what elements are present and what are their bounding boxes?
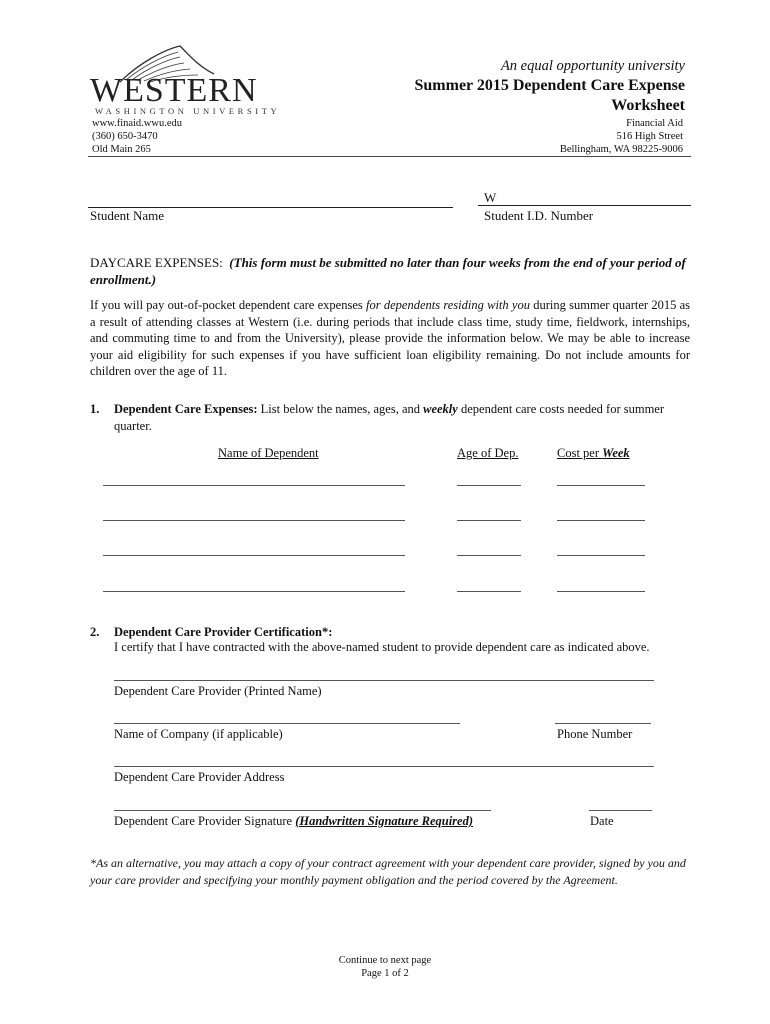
section1-number: 1. xyxy=(90,402,100,416)
dependent-age-field[interactable] xyxy=(457,520,521,521)
dependent-age-field[interactable] xyxy=(457,591,521,592)
page-number: Page 1 of 2 xyxy=(361,968,409,979)
logo-wordmark: WESTERN xyxy=(90,72,258,109)
tagline: An equal opportunity university xyxy=(500,58,685,74)
dependent-cost-field[interactable] xyxy=(557,520,645,521)
provider-name-field[interactable] xyxy=(114,680,654,681)
dependent-cost-field[interactable] xyxy=(557,591,645,592)
col-header-age: Age of Dep. xyxy=(457,446,519,460)
footnote: *As an alternative, you may attach a copy of your contract agreement with your dependent care provider, signed by you and your care provider and specifying your monthly payment obligation and the period covered by the Agreement. xyxy=(90,856,686,887)
student-name-label: Student Name xyxy=(90,208,165,223)
dependent-name-field[interactable] xyxy=(103,591,405,592)
date-label: Date xyxy=(590,814,614,828)
col-header-name: Name of Dependent xyxy=(218,446,319,460)
company-name-label: Name of Company (if applicable) xyxy=(114,727,283,741)
daycare-heading xyxy=(90,255,690,288)
dependent-name-field[interactable] xyxy=(103,555,405,556)
section2-number: 2. xyxy=(90,625,100,639)
dependent-name-field[interactable] xyxy=(103,485,405,486)
provider-address-label: Dependent Care Provider Address xyxy=(114,770,285,784)
phone-number-field[interactable] xyxy=(555,723,651,724)
section1-text: Dependent Care Expenses: List below the names, ages, and weekly dependent care costs needed for summer quarter. xyxy=(114,402,665,433)
intro-paragraph: If you will pay out-of-pocket dependent care expenses for dependents residing with you during summer quarter 2015 as a result of attending classes at Western (i.e. during periods that include class time, study time, fieldwork, internships, and commuting time to and from the University), please provide the information below. We may be able to increase your aid eligibility for such expenses if you have sufficient loan eligibility remaining. Do not include amounts for children over the age of 11. xyxy=(90,298,690,378)
deadline-note: (This form must be submitted no later than four weeks from the end of your period of enrollment.) xyxy=(90,255,686,287)
daycare-title: DAYCARE EXPENSES: xyxy=(90,255,223,270)
provider-signature-field[interactable] xyxy=(114,810,491,811)
provider-name-label: Dependent Care Provider (Printed Name) xyxy=(114,684,322,698)
dependent-age-field[interactable] xyxy=(457,485,521,486)
website-link[interactable]: www.finaid.wwu.edu xyxy=(92,118,183,129)
header-divider xyxy=(88,156,691,157)
section2-title: Dependent Care Provider Certification*: xyxy=(114,625,333,639)
student-id-label: Student I.D. Number xyxy=(484,208,594,223)
col-header-cost: Cost per Week xyxy=(557,446,630,460)
dependent-name-field[interactable] xyxy=(103,520,405,521)
provider-address-field[interactable] xyxy=(114,766,654,767)
signature-required-note: (Handwritten Signature Required) xyxy=(295,814,474,828)
dependent-cost-field[interactable] xyxy=(557,555,645,556)
phone-text: (360) 650-3470 xyxy=(92,131,158,142)
city-text: Bellingham, WA 98225-9006 xyxy=(559,144,683,155)
logo-subtext: WASHINGTON UNIVERSITY xyxy=(95,106,281,116)
date-field[interactable] xyxy=(589,810,652,811)
student-id-field[interactable] xyxy=(478,205,691,206)
dependent-age-field[interactable] xyxy=(457,555,521,556)
dependent-cost-field[interactable] xyxy=(557,485,645,486)
department-text: Financial Aid xyxy=(626,118,683,129)
company-name-field[interactable] xyxy=(114,723,460,724)
footer xyxy=(0,954,770,980)
page-title-line1: Summer 2015 Dependent Care Expense xyxy=(414,77,685,94)
contact-right xyxy=(560,117,683,156)
student-id-prefix: W xyxy=(484,190,497,205)
street-text: 516 High Street xyxy=(616,131,683,142)
office-text: Old Main 265 xyxy=(92,144,151,155)
certify-text: I certify that I have contracted with the above-named student to provide dependent care as indicated above. xyxy=(114,640,650,654)
contact-left xyxy=(92,117,182,156)
phone-number-label: Phone Number xyxy=(557,727,633,741)
page-title-line2: Worksheet xyxy=(611,97,685,114)
provider-signature-label: Dependent Care Provider Signature (Handwritten Signature Required) xyxy=(114,814,474,828)
continue-note: Continue to next page xyxy=(338,955,432,966)
